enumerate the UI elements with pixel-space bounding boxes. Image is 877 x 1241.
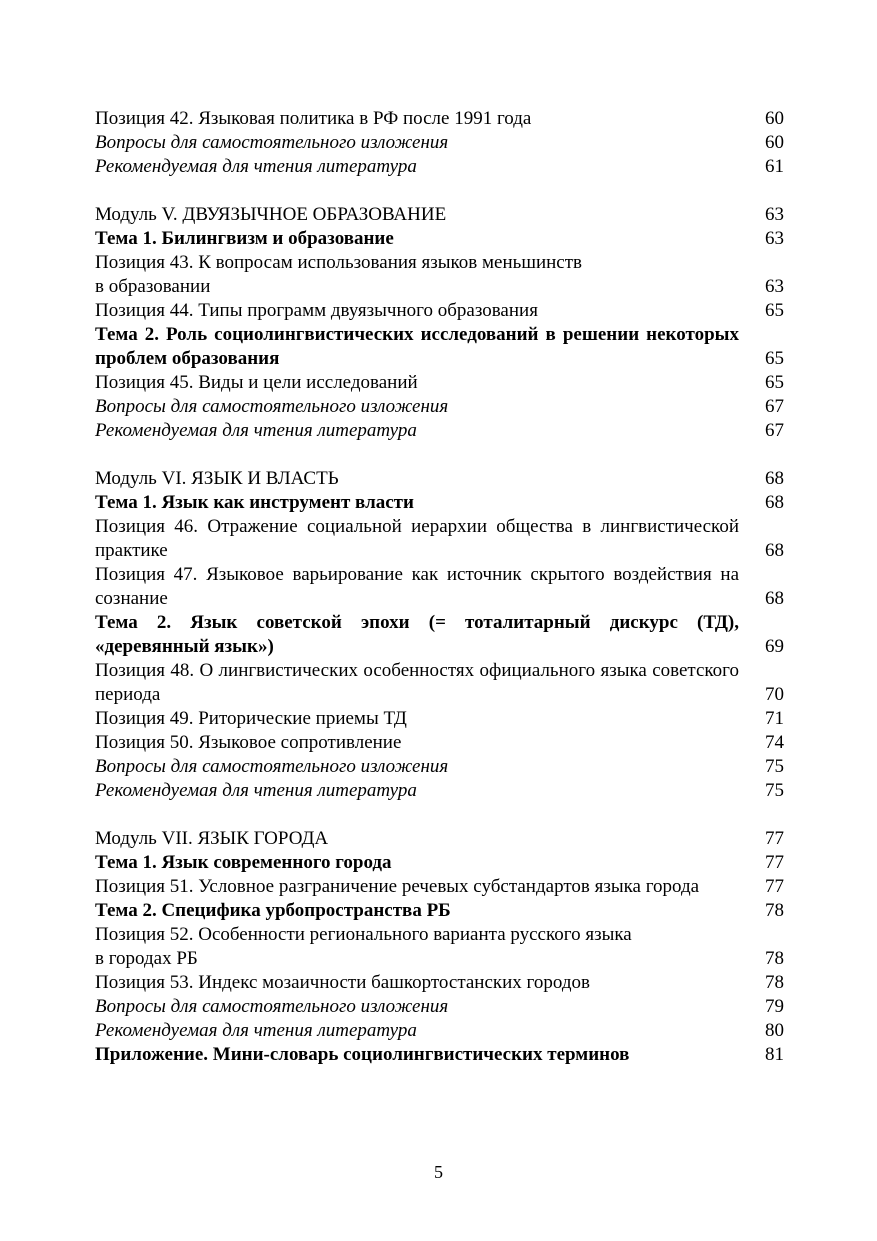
- toc-entry-title: Позиция 44. Типы программ двуязычного образования: [95, 300, 538, 321]
- toc-entry-title-line1: Позиция 52. Особенности регионального варианта русского языка: [95, 924, 632, 945]
- toc-entry-title: [95, 251, 739, 299]
- toc-entry-title: Тема 1. Язык как инструмент власти: [95, 492, 414, 513]
- toc-entry-title: Вопросы для самостоятельного изложения: [95, 132, 449, 153]
- toc-entry-page: 67: [765, 396, 784, 417]
- toc-entry-page: 78: [765, 900, 784, 921]
- toc-entry-title-line1: Позиция 43. К вопросам использования языков меньшинств: [95, 252, 582, 273]
- toc-entry-title: Вопросы для самостоятельного изложения: [95, 396, 449, 417]
- toc-entry-literature: [95, 1019, 784, 1043]
- toc-entry-topic: [95, 899, 784, 923]
- toc-entry-questions: [95, 395, 784, 419]
- toc-entry-page: 60: [765, 132, 784, 153]
- toc-entry-position-45: [95, 371, 784, 395]
- toc-entry-title: Позиция 48. О лингвистических особенностях официального языка советского периода: [95, 660, 739, 705]
- toc-entry-title: Приложение. Мини-словарь социолингвистических терминов: [95, 1044, 630, 1065]
- toc-entry-title: Тема 2. Язык советской эпохи (= тоталитарный дискурс (ТД), «деревянный язык»): [95, 612, 739, 657]
- toc-entry-title-line2: в образовании: [95, 276, 211, 297]
- toc-entry-questions: [95, 131, 784, 155]
- toc-entry-page: 80: [765, 1020, 784, 1041]
- toc-entry-topic: [95, 851, 784, 875]
- toc-entry-page: 81: [765, 1044, 784, 1065]
- toc-entry-position-49: [95, 707, 784, 731]
- toc-entry-position-47: [95, 563, 784, 611]
- toc-entry-module-6: [95, 467, 784, 491]
- toc-entry-topic: [95, 491, 784, 515]
- toc-entry-position-46: [95, 515, 784, 563]
- toc-entry-title: Позиция 53. Индекс мозаичности башкортостанских городов: [95, 972, 590, 993]
- toc-entry-topic: [95, 323, 784, 371]
- toc-entry-appendix: [95, 1043, 784, 1067]
- spacer: [95, 179, 784, 203]
- toc-entry-page: 68: [765, 492, 784, 513]
- toc-entry-topic: [95, 611, 784, 659]
- toc-entry-module-5: [95, 203, 784, 227]
- toc-entry-title-line2: в городах РБ: [95, 948, 198, 969]
- toc-entry-title: Рекомендуемая для чтения литература: [95, 1020, 417, 1041]
- toc-entry-title: Позиция 50. Языковое сопротивление: [95, 732, 402, 753]
- table-of-contents: [95, 107, 784, 1067]
- toc-entry-position-52: [95, 923, 784, 971]
- toc-entry-questions: [95, 755, 784, 779]
- toc-entry-page: 77: [765, 852, 784, 873]
- toc-entry-title: Позиция 42. Языковая политика в РФ после 1991 года: [95, 108, 532, 129]
- toc-entry-literature: [95, 419, 784, 443]
- toc-entry-page: 67: [765, 420, 784, 441]
- toc-entry-page: 63: [765, 228, 784, 249]
- toc-entry-page: 63: [765, 276, 784, 297]
- toc-entry-page: 65: [765, 372, 784, 393]
- toc-entry-title: Вопросы для самостоятельного изложения: [95, 996, 449, 1017]
- spacer: [95, 443, 784, 467]
- toc-entry-page: 63: [765, 204, 784, 225]
- toc-entry-title: [95, 923, 739, 971]
- toc-entry-title: Рекомендуемая для чтения литература: [95, 156, 417, 177]
- toc-entry-page: 68: [765, 540, 784, 561]
- toc-entry-position-44: [95, 299, 784, 323]
- toc-entry-page: 77: [765, 876, 784, 897]
- toc-entry-page: 68: [765, 588, 784, 609]
- spacer: [95, 803, 784, 827]
- toc-entry-page: 78: [765, 972, 784, 993]
- toc-entry-literature: [95, 155, 784, 179]
- toc-entry-questions: [95, 995, 784, 1019]
- toc-entry-page: 68: [765, 468, 784, 489]
- toc-entry-title: Позиция 49. Риторические приемы ТД: [95, 708, 407, 729]
- toc-entry-literature: [95, 779, 784, 803]
- toc-entry-page: 69: [765, 636, 784, 657]
- toc-entry-position-42: [95, 107, 784, 131]
- toc-entry-page: 75: [765, 756, 784, 777]
- toc-entry-position-51: [95, 875, 784, 899]
- toc-entry-page: 65: [765, 300, 784, 321]
- toc-entry-title: Вопросы для самостоятельного изложения: [95, 756, 449, 777]
- toc-entry-position-53: [95, 971, 784, 995]
- toc-entry-page: 60: [765, 108, 784, 129]
- toc-entry-page: 74: [765, 732, 784, 753]
- toc-entry-title: Модуль VII. ЯЗЫК ГОРОДА: [95, 828, 329, 849]
- page-number: 5: [434, 1162, 443, 1182]
- toc-entry-title: Тема 2. Роль социолингвистических исследований в решении некоторых проблем образования: [95, 324, 739, 369]
- toc-entry-title: Позиция 45. Виды и цели исследований: [95, 372, 418, 393]
- toc-entry-page: 61: [765, 156, 784, 177]
- toc-entry-title: Тема 2. Специфика урбопространства РБ: [95, 900, 451, 921]
- toc-entry-position-50: [95, 731, 784, 755]
- toc-entry-page: 70: [765, 684, 784, 705]
- toc-entry-title: Позиция 47. Языковое варьирование как источник скрытого воздействия на сознание: [95, 564, 739, 609]
- toc-entry-page: 71: [765, 708, 784, 729]
- toc-entry-title: Модуль V. ДВУЯЗЫЧНОЕ ОБРАЗОВАНИЕ: [95, 204, 447, 225]
- toc-entry-position-43: [95, 251, 784, 299]
- toc-entry-position-48: [95, 659, 784, 707]
- toc-entry-title: Рекомендуемая для чтения литература: [95, 420, 417, 441]
- toc-entry-title: Позиция 46. Отражение социальной иерархии общества в лингвистической практике: [95, 516, 739, 561]
- toc-entry-page: 75: [765, 780, 784, 801]
- toc-entry-title: Тема 1. Язык современного города: [95, 852, 392, 873]
- toc-entry-title: Рекомендуемая для чтения литература: [95, 780, 417, 801]
- toc-entry-title: Тема 1. Билингвизм и образование: [95, 228, 394, 249]
- toc-entry-page: 79: [765, 996, 784, 1017]
- toc-entry-topic: [95, 227, 784, 251]
- toc-entry-title: Позиция 51. Условное разграничение речевых субстандартов языка города: [95, 876, 700, 897]
- toc-entry-page: 77: [765, 828, 784, 849]
- toc-entry-title: Модуль VI. ЯЗЫК И ВЛАСТЬ: [95, 468, 339, 489]
- toc-entry-page: 65: [765, 348, 784, 369]
- toc-entry-module-7: [95, 827, 784, 851]
- toc-entry-page: 78: [765, 948, 784, 969]
